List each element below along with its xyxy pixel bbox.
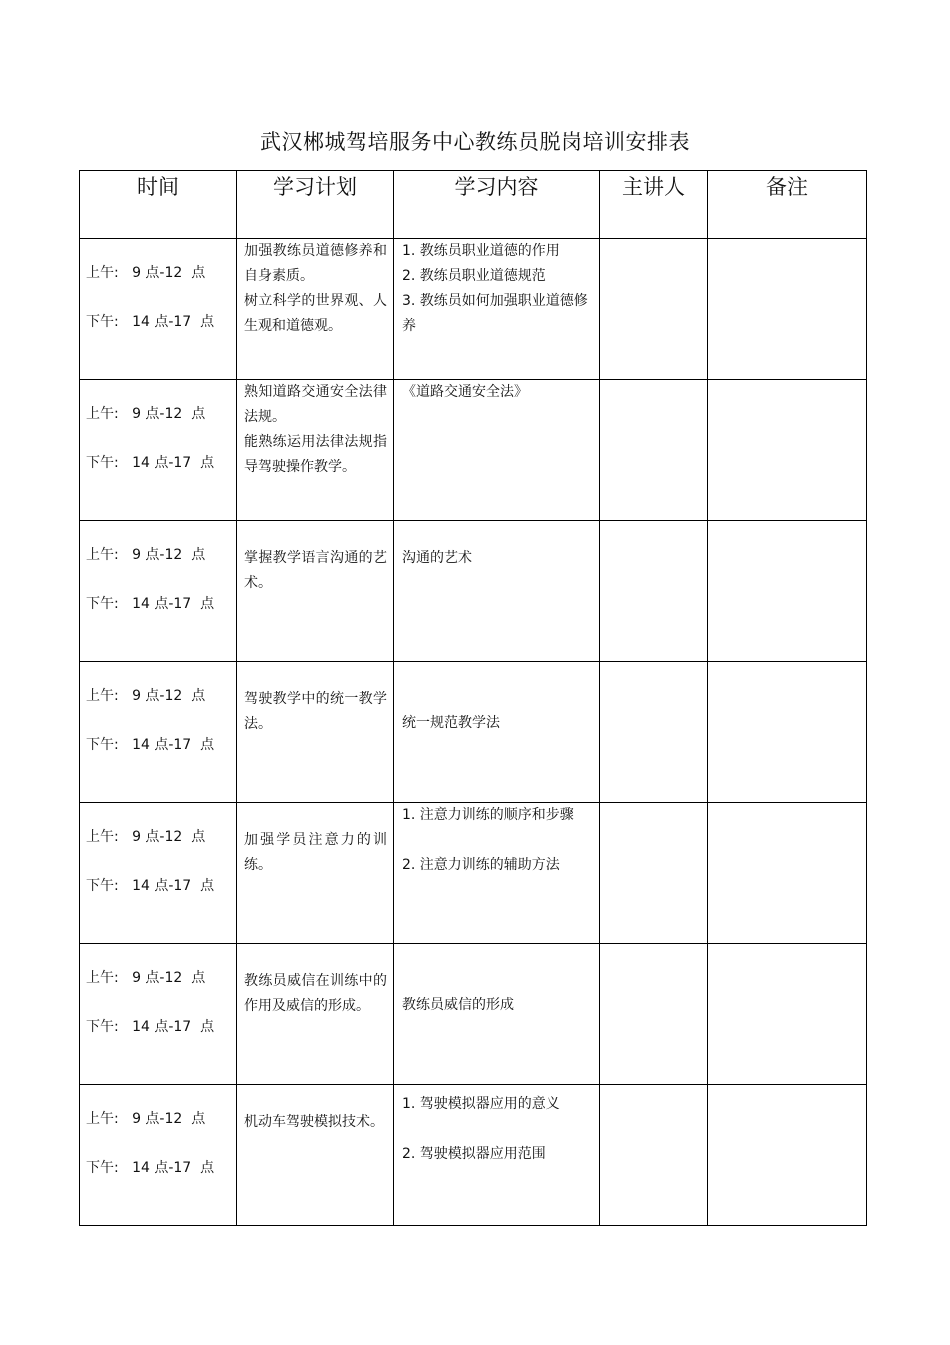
- speaker-cell: [600, 380, 708, 521]
- time-cell: [80, 380, 237, 521]
- schedule-table: [79, 170, 867, 1226]
- table-row: [80, 803, 867, 944]
- table-row: [80, 239, 867, 380]
- header-plan: 学习计划: [237, 171, 394, 239]
- time-pm: 下午: 14 点-17 点: [86, 1160, 215, 1176]
- content-cell: [394, 662, 600, 803]
- content-cell: [394, 380, 600, 521]
- time-am: 上午: 9 点-12 点: [86, 265, 206, 281]
- plan-cell: [237, 662, 394, 803]
- speaker-cell: [600, 662, 708, 803]
- plan-cell: [237, 239, 394, 380]
- plan-text: 驾驶教学中的统一教学法。: [244, 691, 387, 732]
- time-am: 上午: 9 点-12 点: [86, 1111, 206, 1127]
- plan-text: 掌握教学语言沟通的艺术。: [244, 550, 387, 591]
- content-item: 教练员威信的形成: [402, 997, 514, 1013]
- remark-cell: [708, 1085, 867, 1226]
- plan-text: 熟知道路交通安全法律法规。: [244, 384, 387, 425]
- time-am: 上午: 9 点-12 点: [86, 406, 206, 422]
- content-item: 3. 教练员如何加强职业道德修养: [402, 293, 588, 334]
- speaker-cell: [600, 1085, 708, 1226]
- plan-text: 教练员威信在训练中的作用及威信的形成。: [244, 973, 387, 1014]
- time-pm: 下午: 14 点-17 点: [86, 596, 215, 612]
- plan-cell: [237, 1085, 394, 1226]
- header-row: [80, 171, 867, 239]
- table-row: [80, 1085, 867, 1226]
- time-am: 上午: 9 点-12 点: [86, 688, 206, 704]
- header-speaker: 主讲人: [600, 171, 708, 239]
- content-cell: [394, 1085, 600, 1226]
- plan-text: 加强教练员道德修养和自身素质。: [244, 243, 387, 284]
- time-am: 上午: 9 点-12 点: [86, 829, 206, 845]
- content-item: 1. 驾驶模拟器应用的意义: [402, 1096, 560, 1112]
- remark-cell: [708, 944, 867, 1085]
- content-cell: [394, 803, 600, 944]
- content-item: 1. 教练员职业道德的作用: [402, 243, 560, 259]
- time-pm: 下午: 14 点-17 点: [86, 455, 215, 471]
- content-item: 2. 教练员职业道德规范: [402, 268, 546, 284]
- table-row: [80, 521, 867, 662]
- time-cell: [80, 521, 237, 662]
- time-cell: [80, 803, 237, 944]
- plan-cell: [237, 521, 394, 662]
- time-pm: 下午: 14 点-17 点: [86, 878, 215, 894]
- table-row: [80, 380, 867, 521]
- content-item: 《道路交通安全法》: [402, 384, 528, 400]
- content-cell: [394, 944, 600, 1085]
- content-item: 2. 注意力训练的辅助方法: [402, 857, 560, 873]
- remark-cell: [708, 803, 867, 944]
- table-row: [80, 944, 867, 1085]
- remark-cell: [708, 380, 867, 521]
- speaker-cell: [600, 239, 708, 380]
- plan-cell: [237, 380, 394, 521]
- speaker-cell: [600, 521, 708, 662]
- time-cell: [80, 944, 237, 1085]
- content-cell: [394, 521, 600, 662]
- plan-text: 加强学员注意力的训练。: [244, 832, 387, 873]
- time-am: 上午: 9 点-12 点: [86, 970, 206, 986]
- remark-cell: [708, 662, 867, 803]
- speaker-cell: [600, 803, 708, 944]
- header-remark: 备注: [708, 171, 867, 239]
- page-title: 武汉郴城驾培服务中心教练员脱岗培训安排表: [260, 130, 690, 154]
- time-pm: 下午: 14 点-17 点: [86, 737, 215, 753]
- header-time: 时间: [80, 171, 237, 239]
- time-am: 上午: 9 点-12 点: [86, 547, 206, 563]
- content-item: 1. 注意力训练的顺序和步骤: [402, 807, 574, 823]
- time-cell: [80, 662, 237, 803]
- plan-text: 能熟练运用法律法规指导驾驶操作教学。: [244, 434, 387, 475]
- table-row: [80, 662, 867, 803]
- content-item: 2. 驾驶模拟器应用范围: [402, 1146, 546, 1162]
- header-content: 学习内容: [394, 171, 600, 239]
- time-pm: 下午: 14 点-17 点: [86, 314, 215, 330]
- remark-cell: [708, 521, 867, 662]
- time-cell: [80, 1085, 237, 1226]
- plan-cell: [237, 944, 394, 1085]
- plan-cell: [237, 803, 394, 944]
- time-cell: [80, 239, 237, 380]
- content-item: 沟通的艺术: [402, 550, 472, 566]
- remark-cell: [708, 239, 867, 380]
- content-item: 统一规范教学法: [402, 715, 500, 731]
- plan-text: 机动车驾驶模拟技术。: [244, 1114, 384, 1130]
- speaker-cell: [600, 944, 708, 1085]
- time-pm: 下午: 14 点-17 点: [86, 1019, 215, 1035]
- plan-text: 树立科学的世界观、人生观和道德观。: [244, 293, 387, 334]
- content-cell: [394, 239, 600, 380]
